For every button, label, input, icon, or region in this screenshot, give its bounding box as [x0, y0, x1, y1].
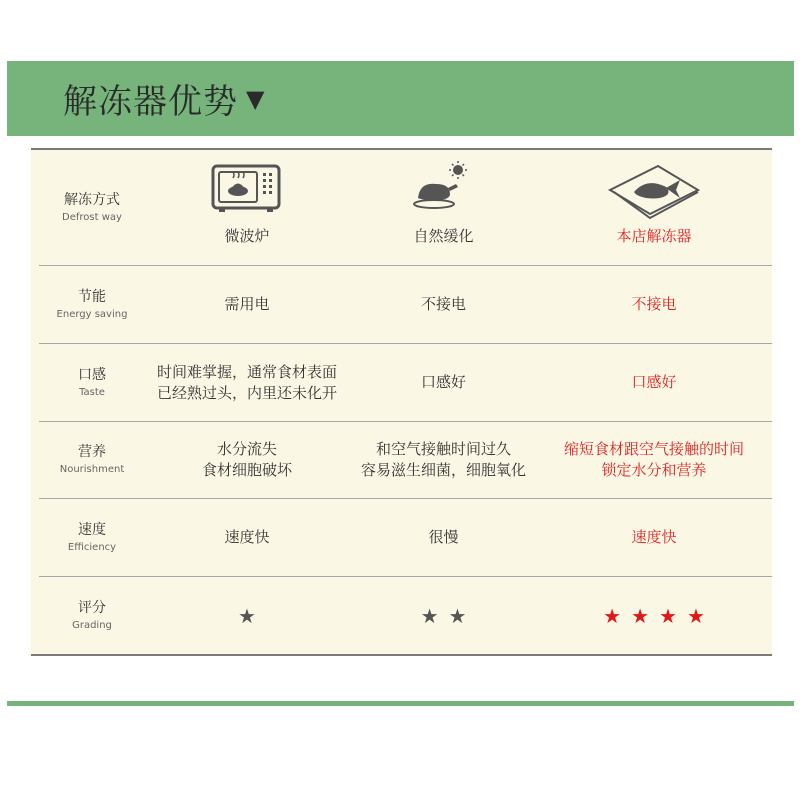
natural-cell: 很慢 — [428, 528, 459, 546]
row-label — [31, 288, 153, 322]
rating-stars — [603, 603, 705, 628]
rating-stars — [238, 603, 256, 628]
row-label-zh: 口感 — [78, 366, 106, 383]
ours-cell: 不接电 — [631, 295, 677, 313]
row-label-zh: 解冻方式 — [64, 191, 120, 208]
microwave-icon — [211, 164, 281, 214]
microwave-label: 微波炉 — [224, 227, 270, 245]
row-label-en: Energy saving — [56, 308, 128, 320]
row-label — [31, 599, 153, 633]
star-icon: ★ — [420, 603, 439, 628]
microwave-cell — [153, 439, 341, 481]
table-row-grading — [31, 577, 772, 654]
star-icon: ★ — [686, 603, 705, 628]
ours-cell — [546, 603, 762, 628]
row-label-en: Nourishment — [59, 464, 125, 475]
ours-column-header — [546, 150, 762, 265]
cell-line: 已经熟过头，内里还未化开 — [156, 383, 337, 402]
table-row-taste — [31, 344, 772, 421]
roast-chicken-sun-icon — [406, 160, 476, 215]
comparison-table — [31, 148, 772, 656]
row-label-zh: 营养 — [78, 444, 106, 460]
ours-cell: 口感好 — [631, 373, 677, 391]
cell-line: 和空气接触时间过久 — [375, 440, 511, 458]
cell-line: 水分流失 — [216, 440, 277, 458]
natural-cell — [341, 603, 546, 628]
natural-cell: 口感好 — [420, 373, 466, 391]
microwave-cell — [153, 362, 341, 404]
cell-line: 食材细胞破坏 — [201, 461, 292, 479]
table-row-method — [31, 150, 772, 265]
microwave-column-header — [153, 150, 341, 265]
microwave-cell: 速度快 — [224, 528, 270, 546]
row-label — [31, 366, 153, 400]
table-row-nourishment — [31, 422, 772, 498]
header-band — [7, 61, 794, 136]
row-label-en: Defrost way — [62, 211, 122, 223]
star-icon: ★ — [631, 603, 649, 628]
microwave-cell — [153, 603, 341, 628]
table-row-energy — [31, 266, 772, 343]
fish-on-board-icon — [606, 160, 702, 220]
star-icon: ★ — [603, 603, 622, 628]
row-label — [31, 521, 153, 555]
cell-line: 缩短食材跟空气接触的时间 — [563, 440, 744, 458]
natural-label: 自然缓化 — [413, 227, 474, 245]
ours-cell — [546, 439, 762, 481]
cell-line: 容易滋生细菌，细胞氧化 — [360, 461, 526, 479]
triangle-down-icon: ▼ — [246, 84, 265, 113]
row-label — [31, 443, 153, 477]
row-label-en: Taste — [79, 386, 105, 398]
star-icon: ★ — [448, 603, 467, 628]
microwave-cell: 需用电 — [224, 295, 270, 313]
row-label-en: Efficiency — [67, 541, 117, 553]
row-label-zh: 评分 — [78, 599, 106, 616]
ours-label: 本店解冻器 — [616, 227, 692, 245]
star-icon: ★ — [238, 603, 256, 628]
rating-stars — [420, 603, 467, 628]
natural-cell: 不接电 — [420, 295, 466, 313]
cell-line: 锁定水分和营养 — [601, 461, 707, 479]
row-label — [31, 150, 153, 265]
natural-cell — [341, 439, 546, 481]
row-label-zh: 节能 — [78, 288, 106, 305]
row-label-en: Grading — [72, 619, 112, 631]
page-title: 解冻器优势 — [63, 82, 238, 122]
table-row-efficiency — [31, 499, 772, 576]
ours-cell: 速度快 — [631, 528, 677, 546]
star-icon: ★ — [659, 603, 677, 628]
cell-line: 时间难掌握，通常食材表面 — [156, 362, 337, 381]
row-label-zh: 速度 — [78, 521, 106, 538]
natural-column-header — [341, 150, 546, 265]
bottom-divider — [7, 701, 794, 706]
